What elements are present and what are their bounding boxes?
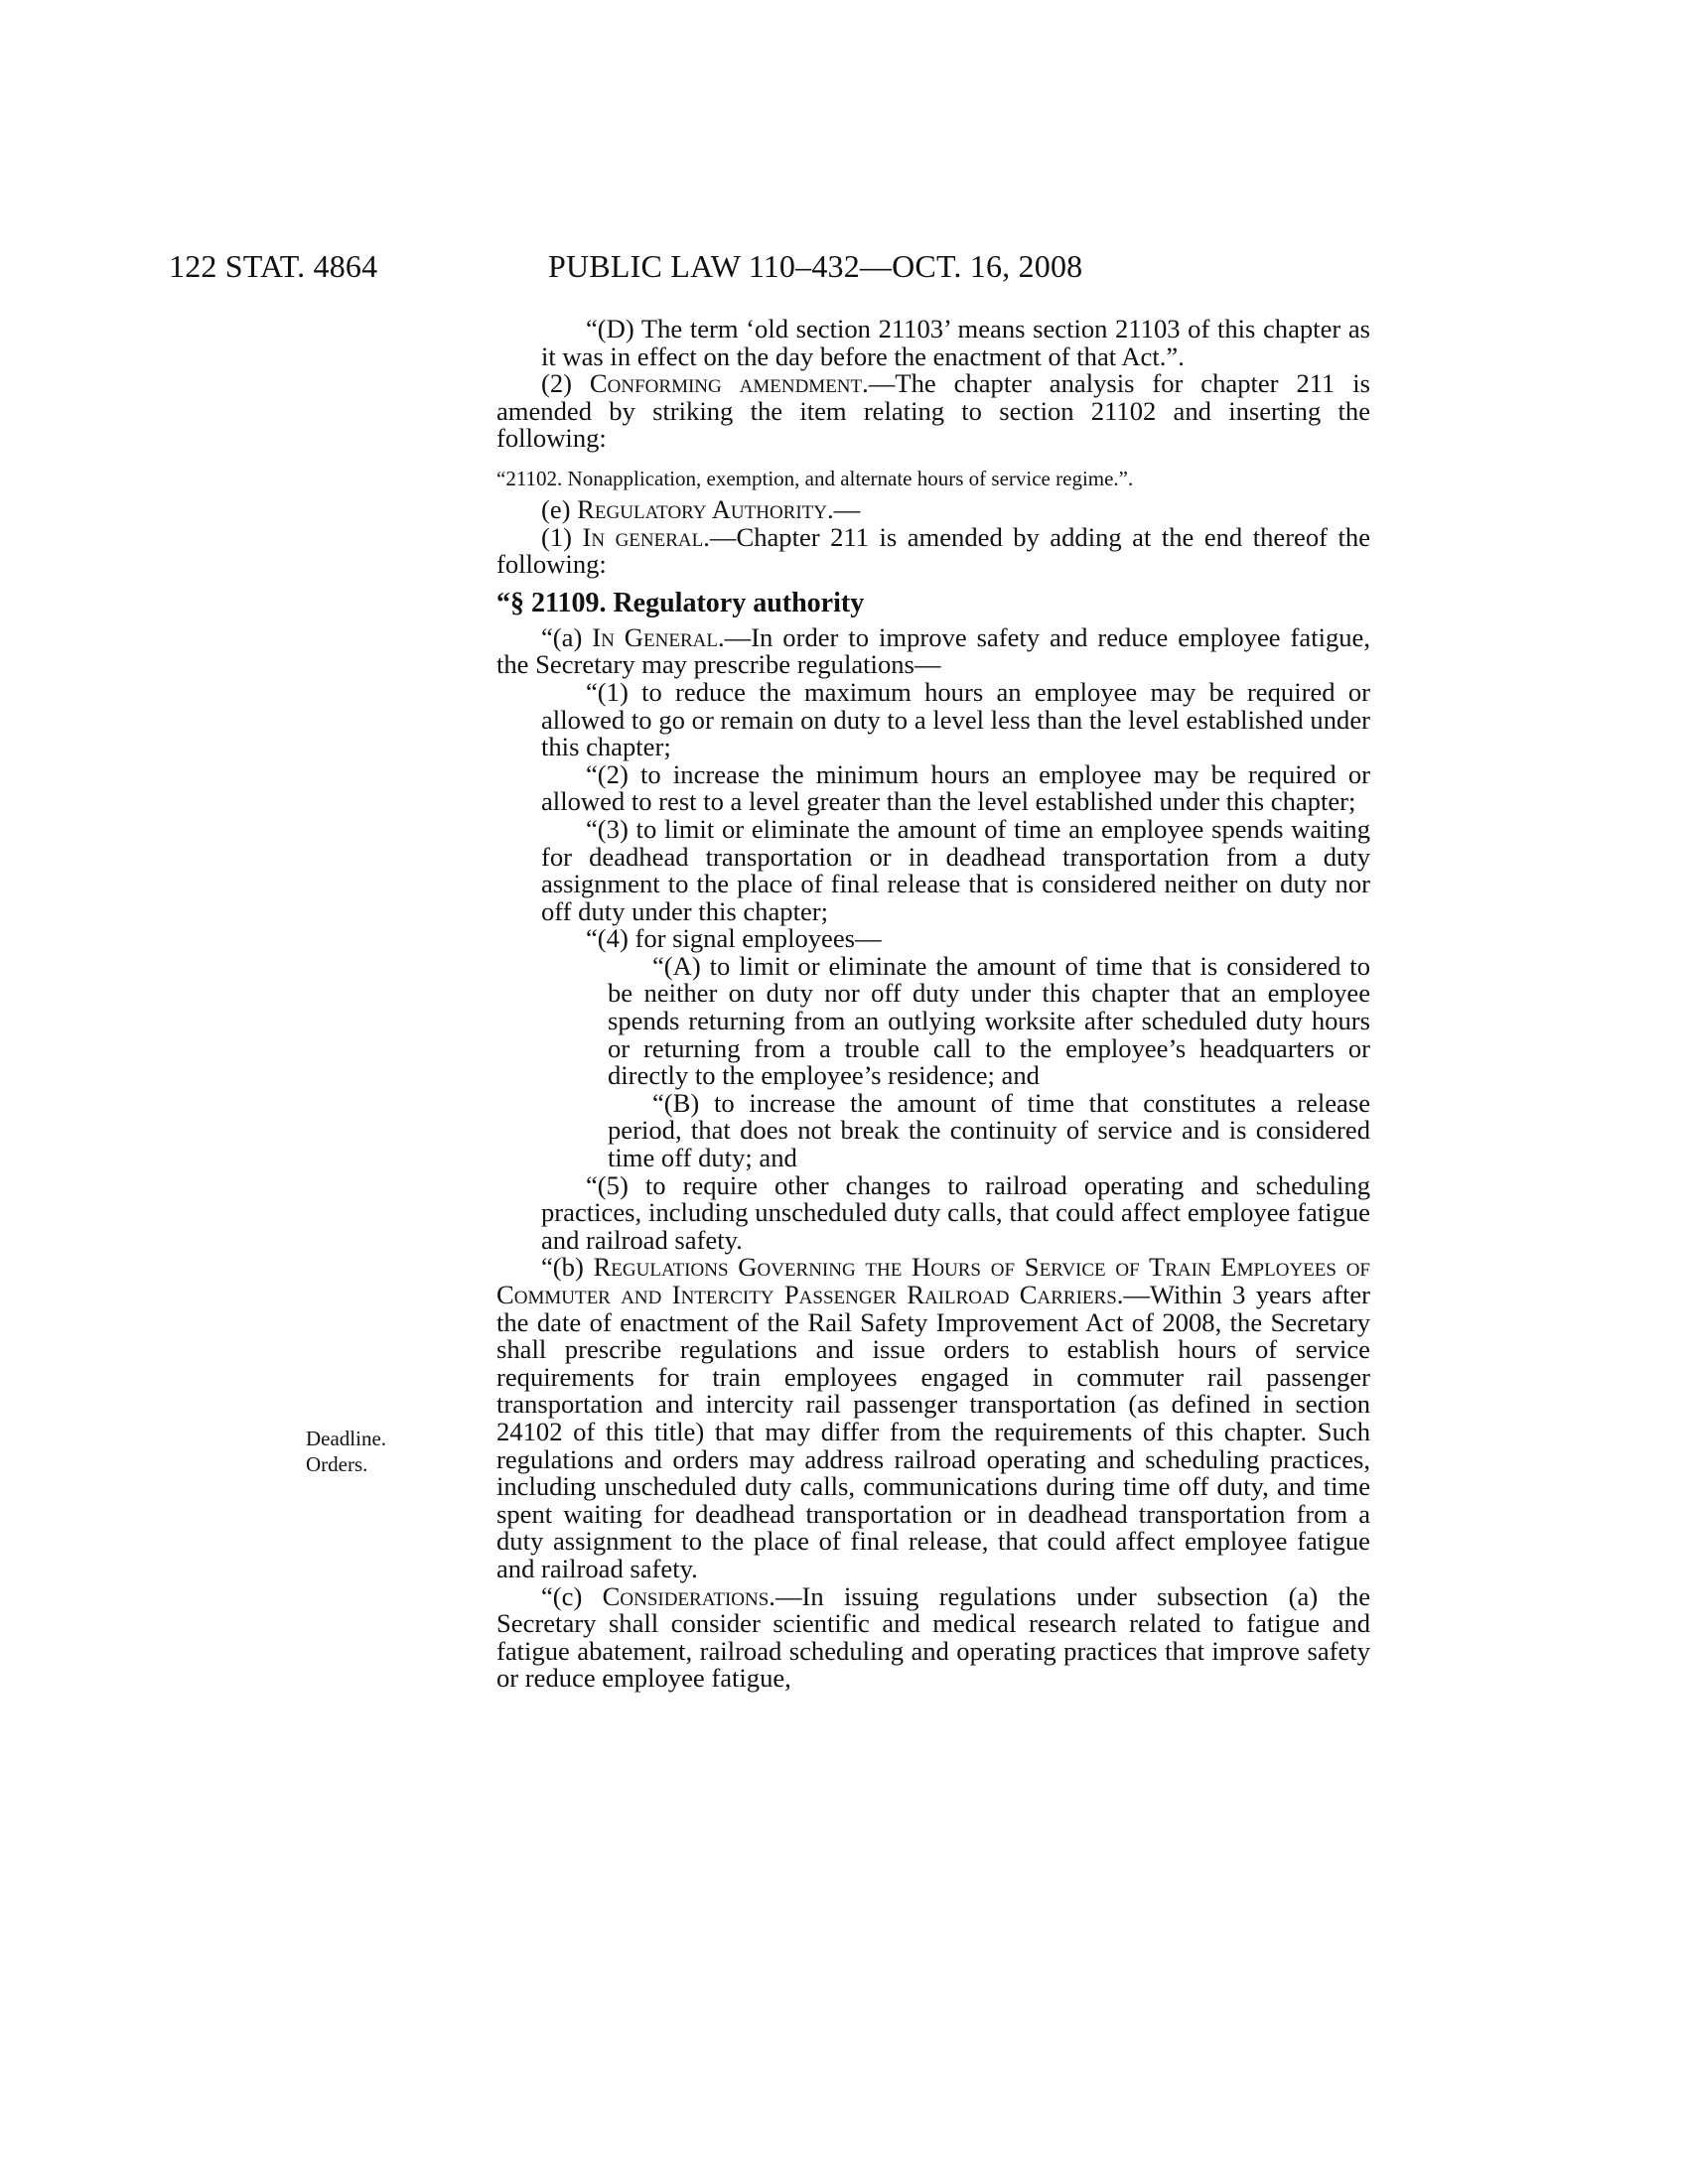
paragraph-text: —Within 3 years after the date of enactment of the Rail Safety Improvement Act of 2008, the Secretary shall prescribe regulations and issue orders to establish hours of service requirements for train employees engaged in commuter rail passenger transportation and intercity rail passenger transportation (as defined in section 24102 of this title) that may differ from the requirements of this chapter. Such regulations and orders may address railroad operating and scheduling practices, including unscheduled duty calls, communications during time off duty, and time spent waiting for deadhead transportation or in deadhead transportation from a duty assignment to the place of final release, that could affect employee fatigue and railroad safety.: [496, 1280, 1370, 1583]
table-of-sections-item: “21102. Nonapplication, exemption, and alternate hours of service regime.”.: [496, 466, 1134, 490]
section-heading: “§ 21109. Regulatory authority: [496, 587, 865, 618]
margin-notes: [306, 1426, 386, 1477]
running-head: [0, 248, 1688, 288]
paragraph-number: (1): [541, 521, 583, 552]
subparagraph-a4-A: “(A) to limit or eliminate the amount of time that is considered to be neither on duty nor off duty under this chapter that an employee spends returning from an outlying worksite after scheduled duty hours or returning from a trouble call to the employee’s headquarters or directly to the employee’s residence; and: [608, 950, 1370, 1091]
paragraph-a3: “(3) to limit or eliminate the amount of time an employee spends waiting for deadhead transportation or in deadhead transportation from a duty assignment to the place of final release that is considered neither on duty nor off duty under this chapter;: [541, 813, 1370, 926]
paragraph-heading: Considerations.: [602, 1580, 775, 1611]
paragraph-number: “(a): [541, 621, 593, 652]
paragraph-text: —In issuing regulations under subsection (a) the Secretary shall consider scientific and medical research related to fatigue and fatigue abatement, railroad scheduling and operating practices that improve safety or reduce employee fatigue,: [496, 1580, 1371, 1694]
margin-note-deadline: Deadline.: [306, 1427, 387, 1450]
subsection-a: [496, 621, 1371, 680]
margin-note-orders: Orders.: [306, 1452, 368, 1476]
paragraph-conforming-amendment: [496, 370, 1370, 453]
public-law-title: PUBLIC LAW 110–432—OCT. 16, 2008: [548, 248, 1083, 284]
paragraph-d-definition: “(D) The term ‘old section 21103’ means section 21103 of this chapter as it was in effect on the day before the enactment of that Act.”.: [541, 314, 1370, 371]
body-text: [496, 316, 1370, 1693]
paragraph-number: “(b): [541, 1252, 594, 1283]
paragraph-number: (2): [541, 368, 590, 399]
paragraph-a2: “(2) to increase the minimum hours an employee may be required or allowed to rest to a level greater than the level established under this chapter;: [541, 758, 1370, 817]
paragraph-text: —Chapter 211 is amended by adding at the end thereof the following:: [496, 521, 1370, 580]
paragraph-heading: In general.: [582, 521, 710, 552]
paragraph-a4: “(4) for signal employees—: [586, 923, 882, 954]
paragraph-text: —In order to improve safety and reduce employee fatigue, the Secretary may prescribe regulations—: [496, 621, 1371, 680]
paragraph-heading: Conforming amendment.: [589, 368, 869, 399]
paragraph-e1-in-general: [496, 521, 1370, 580]
paragraph-number: (e): [541, 493, 578, 524]
subparagraph-a4-B: “(B) to increase the amount of time that constitutes a release period, that does not break the continuity of service and is considered time off duty; and: [608, 1087, 1370, 1173]
subsection-b: [496, 1254, 1370, 1582]
subsection-c: [496, 1580, 1371, 1694]
paragraph-heading: Regulatory Authority.: [577, 493, 834, 524]
statute-reference: 122 STAT. 4864: [169, 248, 378, 284]
subsection-e-heading: [496, 493, 1370, 524]
paragraph-heading: In General.: [592, 621, 725, 652]
paragraph-text: —The chapter analysis for chapter 211 is amended by striking the item relating to section 21102 and inserting the following:: [496, 368, 1370, 454]
paragraph-number: “(c): [541, 1580, 603, 1611]
paragraph-a1: “(1) to reduce the maximum hours an employee may be required or allowed to go or remain on duty to a level less than the level established under this chapter;: [541, 676, 1370, 762]
heading-dash: —: [833, 493, 861, 524]
paragraph-a5: “(5) to require other changes to railroad operating and scheduling practices, including unscheduled duty calls, that could affect employee fatigue and railroad safety.: [541, 1169, 1370, 1255]
paragraph-heading: Regulations Governing the Hours of Service of Train Employees of Commuter and Intercity Passenger Railroad Carriers.: [496, 1252, 1370, 1309]
